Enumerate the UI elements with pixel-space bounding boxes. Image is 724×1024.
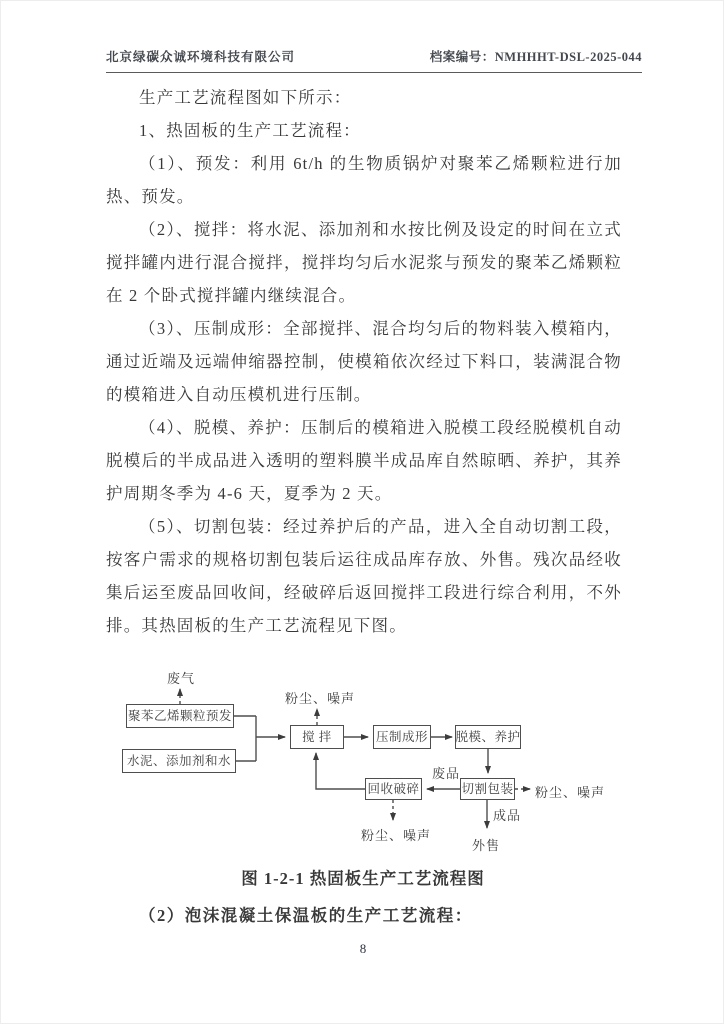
flowchart-box-mixing: 搅 拌 xyxy=(290,725,344,749)
flowchart-label-sale: 外售 xyxy=(472,838,501,853)
flowchart-box-recycle: 回收破碎 xyxy=(365,778,422,800)
flowchart-label-waste-gas: 废气 xyxy=(167,671,196,686)
flowchart-label-dust-noise-mixing: 粉尘、噪声 xyxy=(285,691,356,706)
flowchart-box-prefoam: 聚苯乙烯颗粒预发 xyxy=(126,704,234,728)
paragraph-intro: 生产工艺流程图如下所示： xyxy=(139,88,352,107)
paragraph-section-title: 1、热固板的生产工艺流程： xyxy=(139,121,361,140)
main-text xyxy=(106,81,622,642)
flowchart-box-materials: 水泥、添加剂和水 xyxy=(122,749,236,773)
page-header xyxy=(106,47,642,73)
archive-number: 档案编号：NMHHHT-DSL-2025-044 xyxy=(429,50,642,64)
paragraph-step-1: （1）、预发：利用 6t/h 的生物质锅炉对聚苯乙烯颗粒进行加热、预发。 xyxy=(106,154,622,206)
flowchart-box-demold: 脱模、养护 xyxy=(455,725,521,749)
flowchart-box-pressing: 压制成形 xyxy=(373,725,431,749)
figure-caption: 图 1-2-1 热固板生产工艺流程图 xyxy=(241,869,485,888)
paragraph-step-2: （2）、搅拌：将水泥、添加剂和水按比例及设定的时间在立式搅拌罐内进行混合搅拌，搅拌均匀后水泥浆与预发的聚苯乙烯颗粒在 2 个卧式搅拌罐内继续混合。 xyxy=(106,220,622,305)
flowchart xyxy=(101,661,625,857)
paragraph-step-4: （4）、脱模、养护：压制后的模箱进入脱模工段经脱模机自动脱模后的半成品进入透明的塑料膜半成品库自然晾晒、养护，其养护周期冬季为 4-6 天，夏季为 2 天。 xyxy=(106,418,622,503)
section-heading: （2）泡沫混凝土保温板的生产工艺流程： xyxy=(139,906,473,925)
flowchart-label-scrap: 废品 xyxy=(432,766,461,781)
flowchart-box-cutting: 切割包装 xyxy=(460,778,515,800)
flowchart-label-product: 成品 xyxy=(493,808,522,823)
page-number: 8 xyxy=(359,941,367,956)
company-name: 北京绿碳众诚环境科技有限公司 xyxy=(106,50,296,64)
flowchart-label-dust-noise-cutting: 粉尘、噪声 xyxy=(535,785,606,800)
flowchart-label-dust-noise-recycle: 粉尘、噪声 xyxy=(361,828,432,843)
paragraph-step-3: （3）、压制成形：全部搅拌、混合均匀后的物料装入模箱内，通过近端及远端伸缩器控制，使模箱依次经过下料口，装满混合物的模箱进入自动压模机进行压制。 xyxy=(106,319,622,404)
paragraph-step-5: （5）、切割包装：经过养护后的产品，进入全自动切割工段，按客户需求的规格切割包装后运往成品库存放、外售。残次品经收集后运至废品回收间，经破碎后返回搅拌工段进行综合利用，不外排。其热固板的生产工艺流程见下图。 xyxy=(106,517,622,635)
